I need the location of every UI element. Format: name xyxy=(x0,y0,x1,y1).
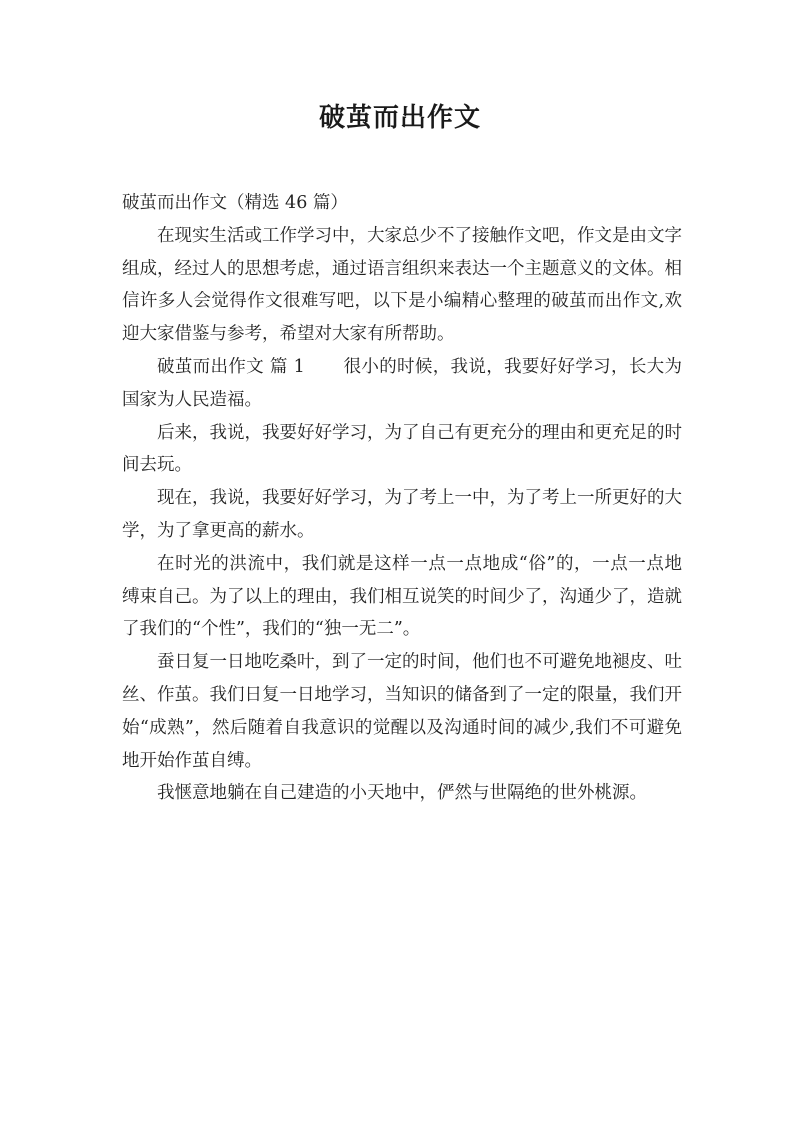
document-title: 破茧而出作文 xyxy=(318,103,481,133)
document-subtitle: 破茧而出作文（精选 46 篇） xyxy=(122,193,348,213)
body-paragraph-6: 我惬意地躺在自己建造的小天地中，俨然与世隔绝的世外桃源。 xyxy=(157,783,647,804)
body-paragraph-4: 在时光的洪流中，我们就是这样一点一点地成“俗”的，一点一点地缚束自己。为了以上的理由，我们相互说笑的时间少了，沟通少了，造就了我们的“个性”，我们的“独一无二”。 xyxy=(122,553,682,640)
section-heading: 破茧而出作文 篇 1 xyxy=(157,356,305,377)
body-paragraph-5: 蚕日复一日地吃桑叶，到了一定的时间，他们也不可避免地褪皮、吐丝、作茧。我们日复一日地学习，当知识的储备到了一定的限量，我们开始“成熟”，然后随着自我意识的觉醒以及沟通时间的减少,我们不可避免地开始作茧自缚。 xyxy=(122,652,682,771)
body-paragraph-2: 后来，我说，我要好好学习，为了自己有更充分的理由和更充足的时间去玩。 xyxy=(122,422,682,476)
body-paragraph-3: 现在，我说，我要好好学习，为了考上一中，为了考上一所更好的大学，为了拿更高的薪水。 xyxy=(122,488,682,541)
intro-paragraph: 在现实生活或工作学习中，大家总少不了接触作文吧，作文是由文字组成，经过人的思想考虑，通过语言组织来表达一个主题意义的文体。相信许多人会觉得作文很难写吧，以下是小编精心整理的破茧而出作文,欢迎大家借鉴与参考，希望对大家有所帮助。 xyxy=(122,225,682,345)
document-body xyxy=(122,187,682,810)
body-paragraph-1: 很小的时候，我说，我要好好学习，长大为国家为人民造福。 xyxy=(122,356,682,410)
section-first-paragraph xyxy=(122,351,682,417)
